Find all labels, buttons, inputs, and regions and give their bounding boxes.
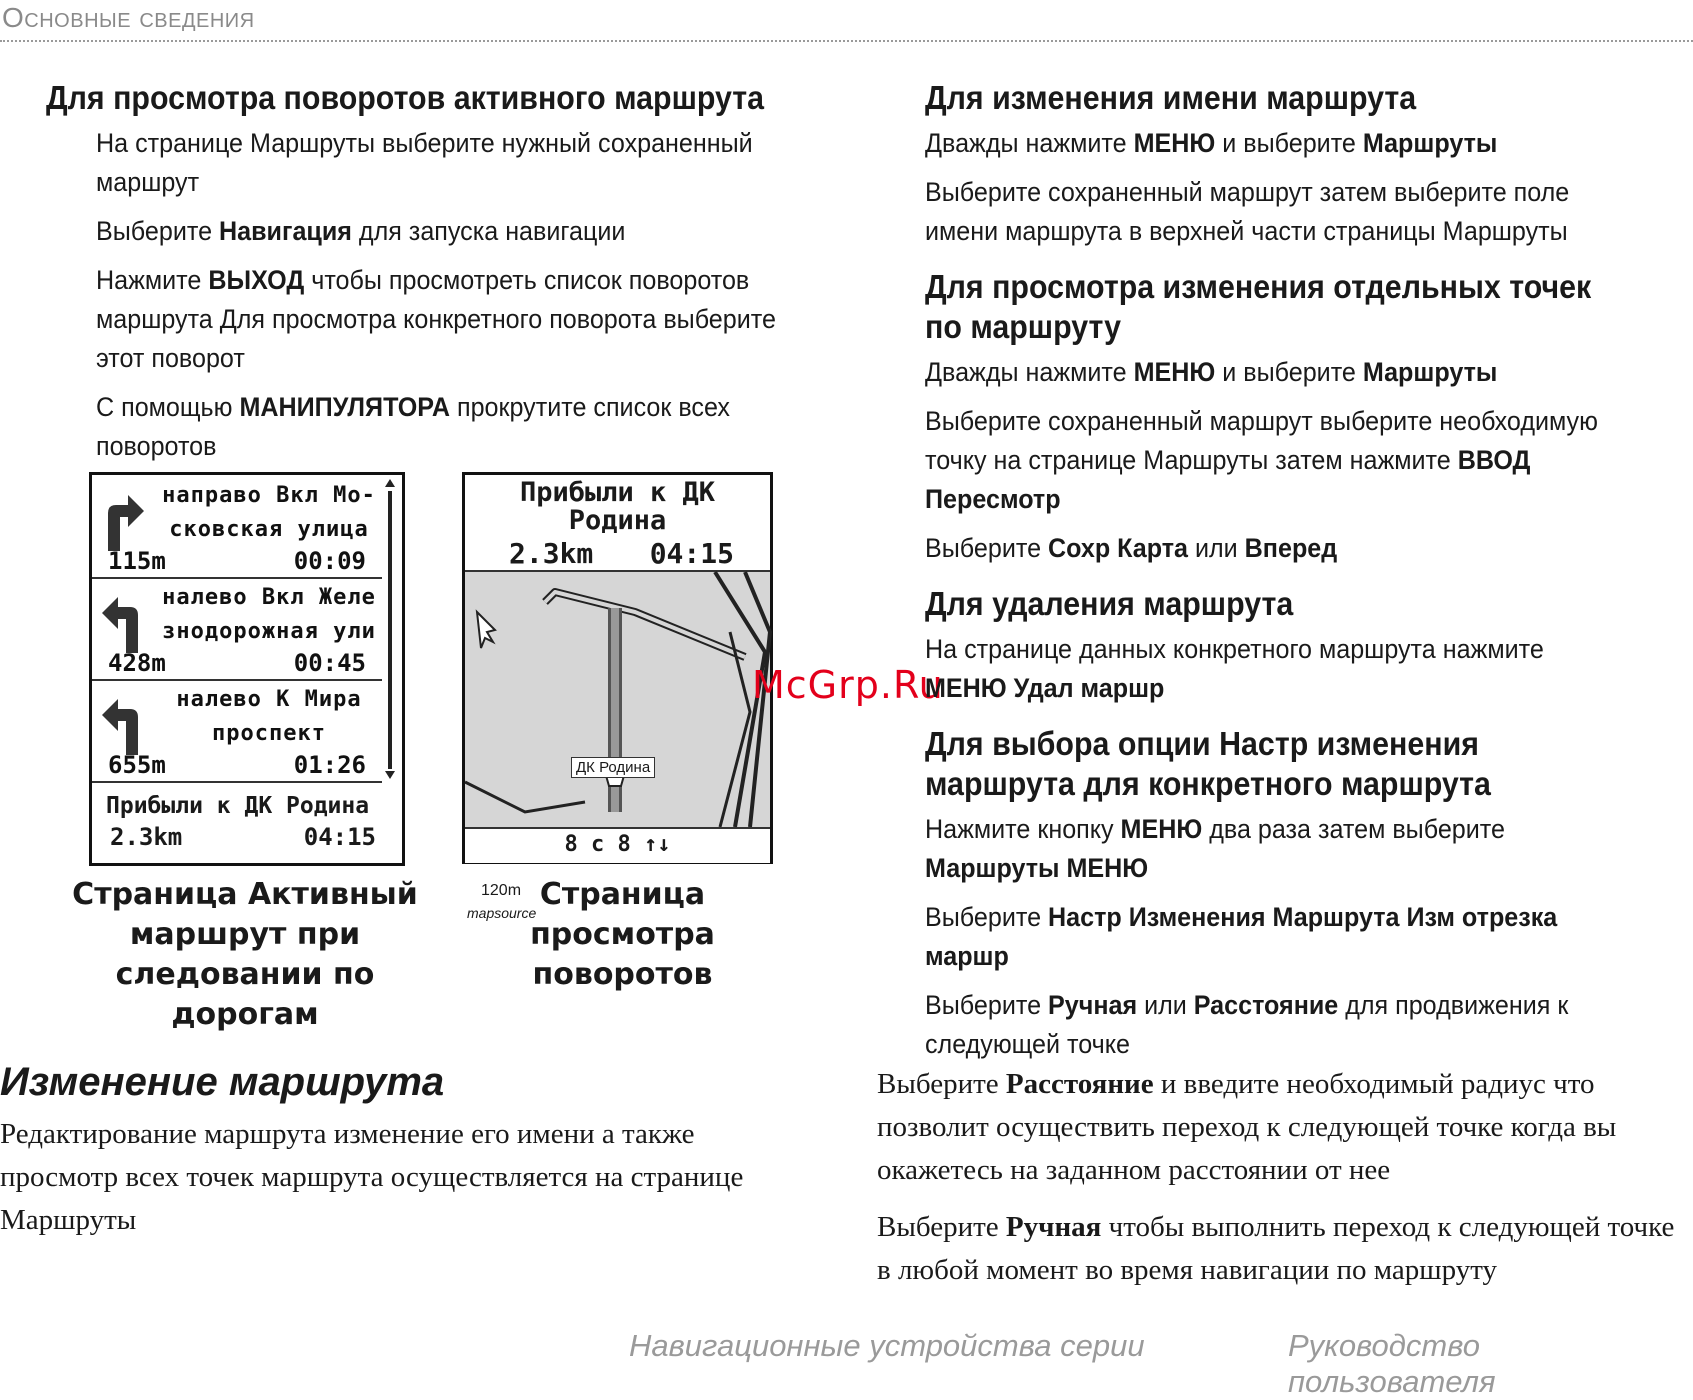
text-run: для продвижения к следующей точке	[925, 990, 1569, 1059]
text-run: или	[1188, 533, 1245, 563]
right-heading: Для выбора опции Настр изменения маршрута для конкретного маршрута	[925, 725, 1491, 802]
turn-text: направо Вкл Мо-	[162, 483, 376, 508]
watermark-logo: McGrp.Ru	[752, 663, 944, 707]
text-run: С помощью	[96, 392, 240, 422]
turn-distance: 115m	[108, 547, 166, 575]
text-run: Нажмите	[96, 265, 209, 295]
bold-term: МЕНЮ	[1133, 128, 1216, 158]
text-run: Дважды нажмите	[925, 128, 1134, 158]
turn-right-icon	[100, 487, 146, 551]
preview-header	[465, 475, 770, 572]
text-run: Выберите	[877, 1211, 1006, 1243]
section-intro: Редактирование маршрута изменение его имени а также просмотр всех точек маршрута осуществляется на странице Маршруты	[0, 1118, 744, 1236]
turn-time: 01:26	[293, 751, 366, 779]
turn-left-icon	[100, 691, 146, 755]
map-roads	[465, 572, 770, 827]
bold-term: МЕНЮ	[1133, 357, 1216, 387]
step	[925, 402, 1632, 519]
step	[96, 124, 794, 202]
text-run: Выберите	[96, 216, 220, 246]
step	[925, 810, 1632, 888]
step	[925, 898, 1632, 976]
paragraph	[877, 1206, 1693, 1292]
right-heading: Для просмотра изменения отдельных точек по маршруту	[925, 268, 1592, 345]
text-run: Выберите	[925, 533, 1049, 563]
text-run: и введите необходимый радиус что позволит осуществить переход к следующей точке когда вы окажетесь на заданном расстоянии от нее	[877, 1068, 1617, 1186]
active-route-screen	[89, 472, 405, 866]
bold-term: Маршруты	[1362, 128, 1498, 158]
scrollbar	[385, 479, 395, 779]
bold-term: Ручная	[1048, 990, 1138, 1020]
step	[96, 388, 794, 466]
bold-term: ВВОД Пересмотр	[925, 445, 1531, 514]
text-run: Выберите	[925, 902, 1049, 932]
bold-term: Сохр Карта	[1048, 533, 1189, 563]
preview-title-1: Прибыли к ДК	[519, 477, 716, 508]
step	[96, 212, 794, 251]
footer-left: Навигационные устройства серии	[629, 1328, 1145, 1363]
step	[925, 173, 1632, 251]
turn-time: 00:09	[293, 547, 366, 575]
text-run: Нажмите кнопку	[925, 814, 1121, 844]
arrived-time: 04:15	[303, 823, 376, 851]
arrived-distance: 2.3km	[110, 823, 183, 851]
turn-text: проспект	[212, 721, 326, 746]
left-heading: Для просмотра поворотов активного маршрута	[46, 79, 765, 116]
header-title: Основные сведения	[2, 2, 255, 33]
turn-preview-screen	[462, 472, 773, 921]
left-column	[46, 78, 846, 476]
text-run: Выберите	[925, 990, 1049, 1020]
step	[925, 529, 1632, 568]
bold-term: МАНИПУЛЯТОРА	[239, 392, 450, 422]
turn-time: 00:45	[293, 649, 366, 677]
arrived-row	[106, 793, 376, 851]
turn-distance: 428m	[108, 649, 166, 677]
text-run: На странице данных конкретного маршрута нажмите	[925, 634, 1544, 664]
page-header	[0, 0, 1693, 42]
bold-term: Маршруты МЕНЮ	[925, 853, 1149, 883]
step	[925, 630, 1632, 708]
text-run: два раза затем выберите	[1202, 814, 1505, 844]
preview-time: 04:15	[649, 537, 734, 570]
text-run: Выберите сохраненный маршрут затем выберите поле имени маршрута в верхней части страницы Маршруты	[925, 177, 1570, 246]
section-title: Изменение маршрута	[0, 1060, 445, 1104]
bold-term: Расстояние	[1193, 990, 1339, 1020]
bold-term: Настр Изменения Маршрута Изм отрезка маршр	[925, 902, 1558, 971]
preview-distance: 2.3km	[509, 537, 594, 570]
arrived-title: Прибыли к ДК Родина	[106, 793, 370, 819]
text-run: чтобы просмотреть список поворотов маршрута Для просмотра конкретного поворота выберите этот поворот	[96, 265, 776, 373]
text-run: для запуска навигации	[351, 216, 626, 246]
map-source: mapsource	[467, 905, 537, 921]
paragraph	[877, 1063, 1693, 1192]
step	[925, 986, 1632, 1064]
bold-term: Вперед	[1244, 533, 1338, 563]
right-column	[925, 78, 1685, 1074]
left-steps	[46, 124, 846, 466]
text-run: Дважды нажмите	[925, 357, 1134, 387]
step	[96, 261, 794, 378]
turn-item[interactable]	[92, 577, 382, 681]
footer-right: Руководство пользователя	[1288, 1328, 1496, 1399]
caption-screen1: Страница Активный маршрут при следовании по дорогам	[72, 877, 418, 1032]
text-run: или	[1137, 990, 1194, 1020]
turn-item[interactable]	[92, 475, 382, 579]
right-heading: Для изменения имени маршрута	[925, 79, 1417, 116]
turn-left-icon	[100, 589, 146, 653]
bold-term: МЕНЮ Удал маршр	[925, 673, 1165, 703]
map-scale: 120m	[481, 882, 522, 899]
right-heading: Для удаления маршрута	[925, 585, 1294, 622]
text-run: и выберите	[1215, 357, 1363, 387]
turn-text: знодорожная ули	[162, 619, 376, 644]
bold-term: МЕНЮ	[1120, 814, 1203, 844]
caption-screen2: Страница просмотра поворотов	[530, 877, 715, 992]
step	[925, 353, 1632, 392]
step	[925, 124, 1632, 163]
bold-term: Ручная	[1005, 1211, 1102, 1243]
text-run: и выберите	[1215, 128, 1363, 158]
bold-term: ВЫХОД	[208, 265, 305, 295]
turn-text: налево К Мира	[176, 687, 362, 712]
preview-title-2: Родина	[568, 505, 667, 536]
turn-counter: 8 с 8 ↑↓	[465, 827, 770, 863]
bold-term: Маршруты	[1362, 357, 1498, 387]
text-run: чтобы выполнить переход к следующей точке в любой момент во время навигации по маршруту	[877, 1211, 1675, 1286]
turn-text: налево Вкл Желе	[162, 585, 376, 610]
text-run: Выберите сохраненный маршрут выберите необходимую точку на странице Маршруты затем нажмите	[925, 406, 1598, 475]
map-waypoint-label: ДК Родина	[571, 757, 655, 778]
right-bottom-paragraphs	[877, 1063, 1693, 1306]
turn-item[interactable]	[92, 679, 382, 783]
text-run: На странице Маршруты выберите нужный сохраненный маршрут	[96, 128, 753, 197]
turn-text: сковская улица	[169, 517, 369, 542]
bold-term: Расстояние	[1005, 1068, 1154, 1100]
text-run: прокрутите список всех поворотов	[96, 392, 730, 461]
turn-distance: 655m	[108, 751, 166, 779]
text-run: Выберите	[877, 1068, 1006, 1100]
bold-term: Навигация	[219, 216, 352, 246]
